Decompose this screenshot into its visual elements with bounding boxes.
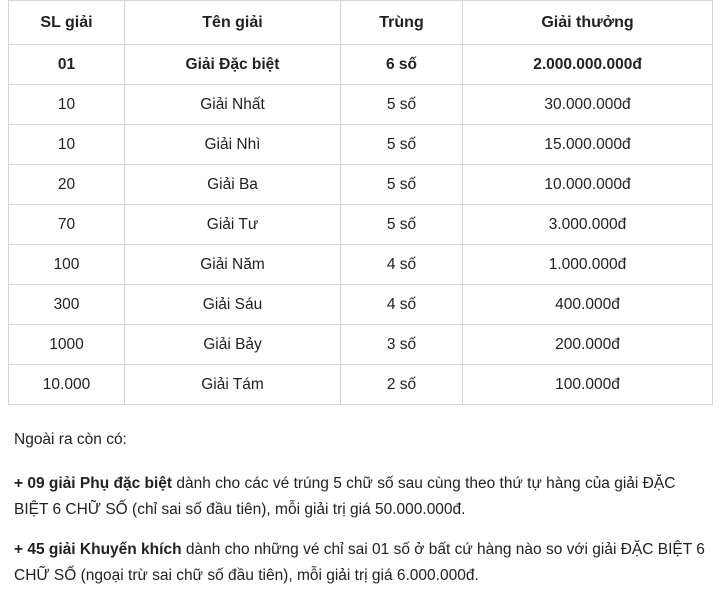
table-row bbox=[9, 45, 713, 85]
note-special-extra-label: + 09 giải Phụ đặc biệt bbox=[14, 475, 173, 492]
table-row bbox=[9, 205, 713, 245]
table-header bbox=[9, 1, 713, 45]
cell-count: 1000 bbox=[9, 325, 125, 365]
cell-prize: 200.000đ bbox=[463, 325, 713, 365]
table-row bbox=[9, 365, 713, 405]
cell-prize: 3.000.000đ bbox=[463, 205, 713, 245]
column-header-name: Tên giải bbox=[125, 1, 341, 45]
cell-name: Giải Nhất bbox=[125, 85, 341, 125]
prize-table bbox=[8, 0, 713, 405]
cell-prize: 100.000đ bbox=[463, 365, 713, 405]
note-special-extra-text: dành cho các vé trúng 5 chữ số sau cùng theo thứ tự hàng của giải ĐẶC BIỆT 6 CHỮ SỐ (chỉ sai số đầu tiên), mỗi giải trị giá 50.000.000đ. bbox=[14, 475, 676, 518]
notes-intro: Ngoài ra còn có: bbox=[14, 431, 127, 448]
cell-count: 10 bbox=[9, 125, 125, 165]
cell-name: Giải Tư bbox=[125, 205, 341, 245]
cell-name: Giải Đặc biệt bbox=[125, 45, 341, 85]
cell-match: 4 số bbox=[341, 285, 463, 325]
cell-count: 20 bbox=[9, 165, 125, 205]
table-row bbox=[9, 245, 713, 285]
note-special-extra bbox=[14, 471, 706, 523]
note-consolation-label: + 45 giải Khuyến khích bbox=[14, 541, 182, 558]
notes-section bbox=[0, 405, 720, 589]
cell-prize: 1.000.000đ bbox=[463, 245, 713, 285]
table-row bbox=[9, 165, 713, 205]
cell-match: 5 số bbox=[341, 85, 463, 125]
cell-count: 70 bbox=[9, 205, 125, 245]
table-row bbox=[9, 325, 713, 365]
cell-count: 10 bbox=[9, 85, 125, 125]
column-header-prize: Giải thưởng bbox=[463, 1, 713, 45]
cell-name: Giải Ba bbox=[125, 165, 341, 205]
cell-match: 5 số bbox=[341, 205, 463, 245]
column-header-count: SL giải bbox=[9, 1, 125, 45]
table-row bbox=[9, 125, 713, 165]
cell-count: 01 bbox=[9, 45, 125, 85]
table-row bbox=[9, 85, 713, 125]
cell-match: 5 số bbox=[341, 125, 463, 165]
column-header-match: Trùng bbox=[341, 1, 463, 45]
table-body bbox=[9, 45, 713, 405]
note-consolation-text: dành cho những vé chỉ sai 01 số ở bất cứ hàng nào so với giải ĐẶC BIỆT 6 CHỮ SỐ (ngoại trừ sai chữ số đầu tiên), mỗi giải trị giá 6.000.000đ. bbox=[14, 541, 705, 584]
table-header-row bbox=[9, 1, 713, 45]
cell-match: 4 số bbox=[341, 245, 463, 285]
cell-prize: 2.000.000.000đ bbox=[463, 45, 713, 85]
cell-name: Giải Tám bbox=[125, 365, 341, 405]
cell-name: Giải Sáu bbox=[125, 285, 341, 325]
cell-prize: 15.000.000đ bbox=[463, 125, 713, 165]
cell-name: Giải Nhì bbox=[125, 125, 341, 165]
cell-match: 2 số bbox=[341, 365, 463, 405]
cell-count: 10.000 bbox=[9, 365, 125, 405]
cell-count: 300 bbox=[9, 285, 125, 325]
cell-match: 3 số bbox=[341, 325, 463, 365]
cell-count: 100 bbox=[9, 245, 125, 285]
cell-prize: 10.000.000đ bbox=[463, 165, 713, 205]
note-consolation bbox=[14, 537, 706, 589]
cell-match: 6 số bbox=[341, 45, 463, 85]
cell-prize: 30.000.000đ bbox=[463, 85, 713, 125]
table-row bbox=[9, 285, 713, 325]
cell-match: 5 số bbox=[341, 165, 463, 205]
cell-name: Giải Bảy bbox=[125, 325, 341, 365]
cell-name: Giải Năm bbox=[125, 245, 341, 285]
cell-prize: 400.000đ bbox=[463, 285, 713, 325]
